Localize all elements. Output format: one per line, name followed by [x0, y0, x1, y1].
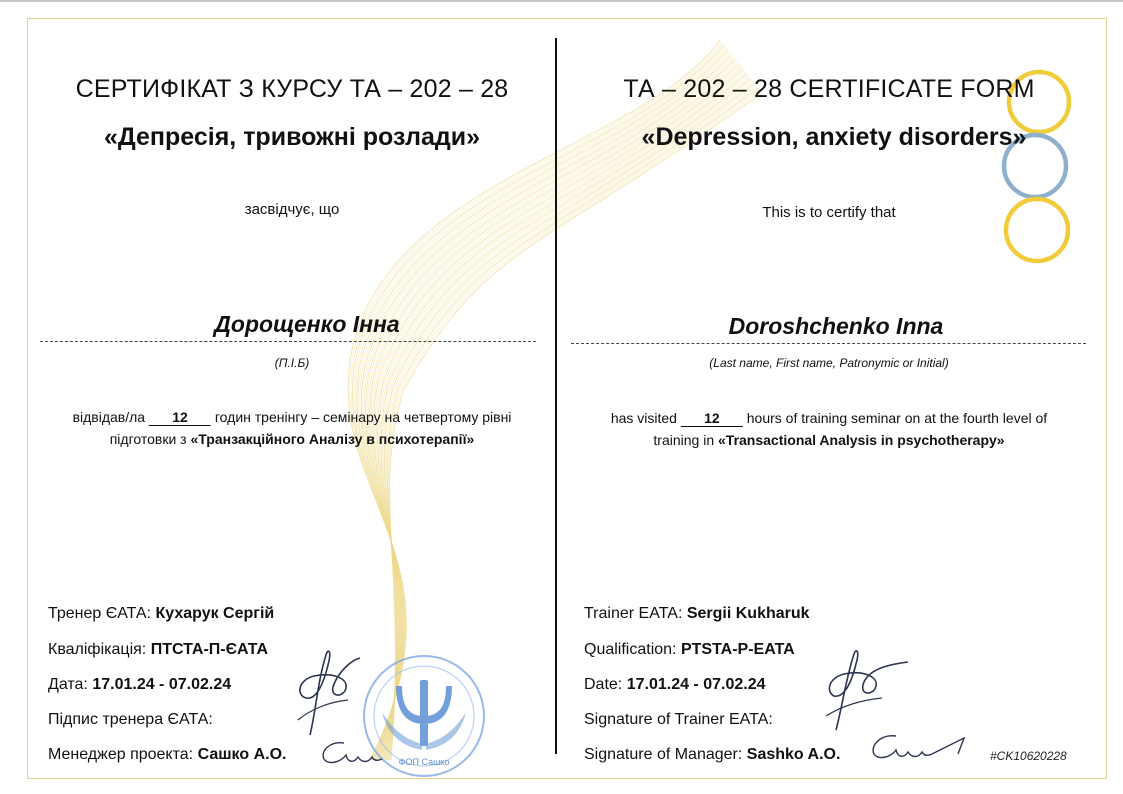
right-name-hint: (Last name, First name, Patronymic or Initial)	[709, 356, 949, 370]
gold-ring-bottom	[1006, 199, 1068, 261]
left-qualification-value: ПТСТА-П-ЄАТА	[150, 641, 269, 658]
right-trainer-row	[584, 605, 810, 623]
left-trainer-signature	[288, 640, 368, 740]
left-manager-value: Сашко А.О.	[197, 746, 287, 763]
left-name-dashed-line	[40, 341, 536, 342]
left-manager-row	[48, 746, 286, 764]
left-program-prefix: підготовки з	[109, 431, 187, 447]
right-program-prefix: training in	[653, 432, 715, 448]
left-title: СЕРТИФІКАТ З КУРСУ ТА – 202 – 28	[75, 75, 509, 103]
left-manager-signature	[316, 735, 386, 775]
left-attended-label: відвідав/ла	[72, 409, 146, 425]
right-date-value: 17.01.24 - 07.02.24	[626, 676, 766, 693]
left-subtitle: «Депресія, тривожні розлади»	[103, 123, 481, 151]
right-hours-value: 12	[681, 410, 743, 427]
left-qualification-label: Кваліфікація:	[48, 641, 147, 658]
right-qualification-row	[584, 641, 795, 659]
right-certifies-text: This is to certify that	[762, 204, 896, 221]
right-recipient-name: Doroshchenko Inna	[728, 313, 944, 339]
right-trainer-value: Sergii Kukharuk	[686, 605, 810, 622]
left-trainer-value: Кухарук Сергій	[155, 605, 275, 622]
right-manager-row	[584, 746, 840, 764]
left-date-label: Дата:	[48, 676, 88, 693]
center-divider	[555, 38, 557, 754]
right-trainer-label: Trainer EATA:	[584, 605, 683, 622]
right-title: ТА – 202 – 28 CERTIFICATE FORM	[623, 75, 1035, 103]
right-subtitle: «Depression, anxiety disorders»	[641, 123, 1027, 151]
right-manager-value: Sashko A.O.	[746, 746, 841, 763]
left-date-value: 17.01.24 - 07.02.24	[92, 676, 232, 693]
right-manager-label: Signature of Manager:	[584, 746, 743, 763]
stamp-text: ФОП Сашко	[398, 757, 450, 767]
left-recipient-name: Дорощенко Інна	[214, 311, 400, 337]
psi-symbol-icon	[382, 680, 466, 750]
left-name-hint: (П.І.Б)	[274, 356, 310, 370]
left-certifies-text: засвідчує, що	[244, 201, 340, 218]
right-attendance-line	[611, 410, 1047, 427]
left-program-name: «Транзакційного Аналізу в психотерапії»	[190, 431, 475, 447]
right-date-label: Date:	[584, 676, 623, 693]
left-hours-value: 12	[149, 409, 211, 426]
right-qualification-value: PTSTA-P-EATA	[680, 641, 795, 658]
right-program-name: «Transactional Analysis in psychotherapy»	[718, 432, 1005, 448]
left-program-line	[110, 431, 475, 447]
left-manager-label: Менеджер проекта:	[48, 746, 194, 763]
left-hours-description: годин тренінгу – семінару на четвертому рівні	[214, 409, 512, 425]
right-date-row	[584, 676, 765, 694]
right-trainer-signature	[822, 642, 922, 732]
left-trainer-row	[48, 605, 274, 623]
right-program-line	[653, 432, 1004, 448]
right-qualification-label: Qualification:	[584, 641, 677, 658]
right-signature-label: Signature of Trainer EATA:	[584, 711, 773, 728]
left-date-row	[48, 676, 231, 694]
right-visited-label: has visited	[610, 410, 677, 426]
right-manager-signature	[866, 728, 976, 768]
certificate-number: #CK10620228	[990, 749, 1067, 763]
right-hours-description: hours of training seminar on at the fourth level of	[746, 410, 1048, 426]
left-attendance-line	[73, 409, 512, 426]
left-signature-label: Підпис тренера ЄАТА:	[48, 711, 213, 728]
left-trainer-label: Тренер ЄАТА:	[48, 605, 152, 622]
left-qualification-row	[48, 641, 268, 659]
right-name-dashed-line	[571, 343, 1086, 344]
